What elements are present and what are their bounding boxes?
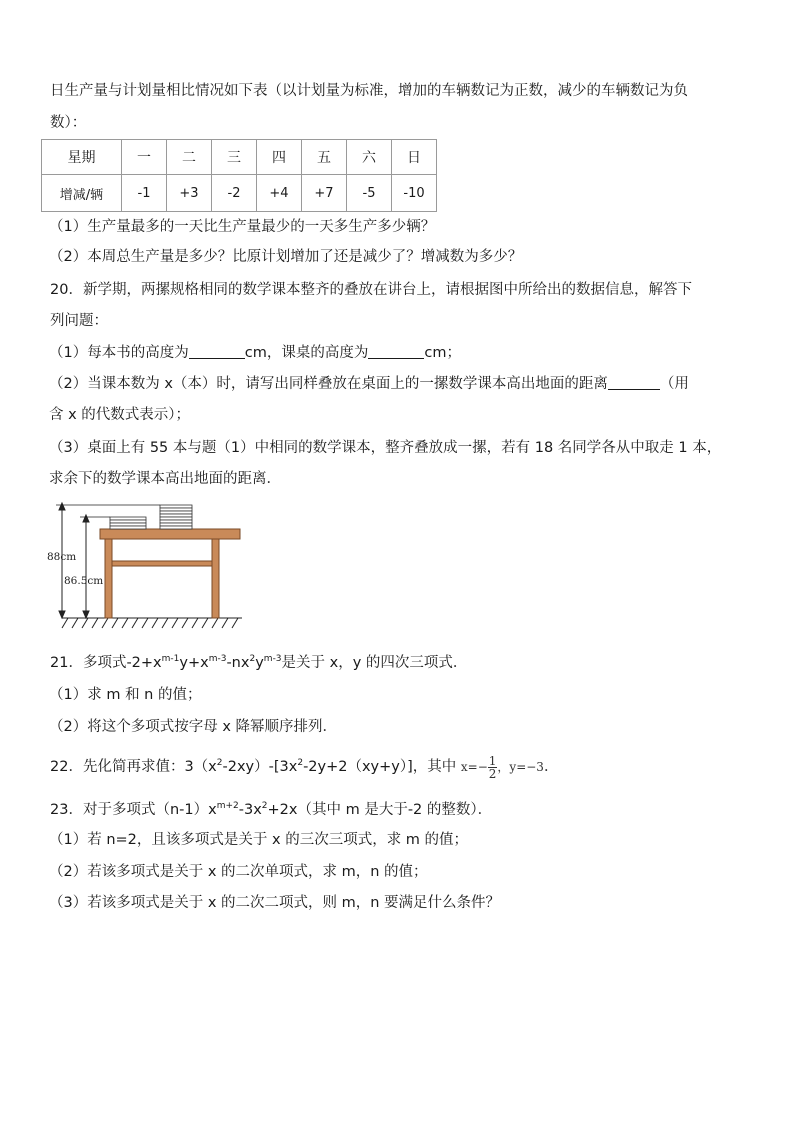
q23-text: -3x: [238, 802, 262, 818]
book-stack-left: [110, 517, 146, 529]
table-day: 三: [212, 140, 257, 175]
table-header-label: 星期: [42, 140, 122, 175]
q19-part-1: （1）生产量最多的一天比生产量最少的一天多生产多少辆？: [49, 219, 436, 235]
table-day: 五: [302, 140, 347, 175]
q20-part-1-text-c: cm；: [424, 345, 461, 361]
table-value: -5: [347, 175, 392, 212]
x-value-prefix: x=−: [460, 760, 488, 774]
exponent: 2: [249, 654, 256, 664]
q21-stem: [50, 648, 467, 674]
q23-text: 23．对于多项式（n-1）x: [50, 802, 217, 818]
q20-stem-line-2: 列问题：: [50, 313, 108, 329]
table-value: -2: [212, 175, 257, 212]
q22-text: -2y+2（xy+y）]，其中: [303, 759, 461, 775]
table-value: -10: [392, 175, 437, 212]
q21-text: y+x: [179, 655, 209, 671]
table-day: 一: [122, 140, 167, 175]
q20-part-2-text-b: （用: [659, 376, 689, 392]
book-stack-right: [160, 505, 192, 529]
table-value: +7: [302, 175, 347, 212]
exponent: 2: [216, 758, 223, 768]
exponent: m+2: [216, 801, 239, 811]
q23-stem: [50, 795, 492, 821]
intro-line-1: 日生产量与计划量相比情况如下表（以计划量为标准，增加的车辆数记为正数，减少的车辆数记为负: [50, 83, 688, 99]
table-day: 二: [167, 140, 212, 175]
q20-part-1-text-a: （1）每本书的高度为: [49, 345, 189, 361]
label-86-5cm: 86.5cm: [64, 575, 104, 587]
table-row-label: 增减/辆: [42, 175, 122, 212]
q21-text: 是关于 x，y 的四次三项式．: [281, 655, 468, 671]
intro-line-2: 数）：: [50, 115, 87, 131]
fraction-one-half: [488, 755, 498, 780]
answer-blank: [608, 375, 660, 390]
q23-part-2: （2）若该多项式是关于 x 的二次单项式，求 m，n 的值；: [49, 864, 428, 880]
table-day: 四: [257, 140, 302, 175]
q19-part-2: （2）本周总生产量是多少？比原计划增加了还是减少了？增减数为多少？: [49, 249, 523, 265]
desk-books-figure: [40, 494, 250, 636]
q20-stem-line-1: 20．新学期，两摞规格相同的数学课本整齐的叠放在讲台上，请根据图中所给出的数据信息，解答下: [50, 282, 692, 298]
label-88cm: 88cm: [47, 551, 77, 563]
q20-part-2: [49, 373, 689, 395]
table-row: [42, 140, 437, 175]
desk: [100, 529, 240, 618]
table-row: [42, 175, 437, 212]
q21-part-2: （2）将这个多项式按字母 x 降幂顺序排列．: [49, 719, 338, 735]
exponent: m-1: [161, 654, 180, 664]
fraction-denominator: 2: [488, 766, 497, 781]
q20-part-2-cont: 含 x 的代数式表示）；: [49, 407, 191, 423]
q20-part-3: （3）桌面上有 55 本与题（1）中相同的数学课本，整齐叠放成一摞，若有 18 名同学各从中取走 1 本，: [49, 440, 722, 456]
q20-part-2-text-a: （2）当课本数为 x（本）时，请写出同样叠放在桌面上的一摞数学课本高出地面的距离: [49, 376, 608, 392]
q21-part-1: （1）求 m 和 n 的值；: [49, 687, 202, 703]
q22-text: -2xy）-[3x: [222, 759, 298, 775]
q22-stem: [50, 752, 558, 780]
production-table: [41, 139, 437, 212]
q22-text: ．: [543, 759, 559, 775]
answer-blank: [368, 344, 424, 359]
table-value: -1: [122, 175, 167, 212]
q23-part-3: （3）若该多项式是关于 x 的二次二项式，则 m，n 要满足什么条件？: [49, 895, 501, 911]
exponent: m-3: [208, 654, 227, 664]
table-value: +4: [257, 175, 302, 212]
fraction-numerator: 1: [488, 753, 497, 768]
q23-text: +2x（其中 m 是大于-2 的整数）．: [267, 802, 493, 818]
q23-part-1: （1）若 n=2，且该多项式是关于 x 的三次三项式，求 m 的值；: [49, 832, 469, 848]
answer-blank: [189, 344, 245, 359]
exponent: 2: [261, 801, 268, 811]
table-day: 六: [347, 140, 392, 175]
table-day: 日: [392, 140, 437, 175]
q21-text: 21．多项式-2+x: [50, 655, 162, 671]
y-value: ，y=−3: [497, 760, 544, 774]
q20-part-3-cont: 求余下的数学课本高出地面的距离．: [49, 471, 281, 487]
q21-text: -nx: [226, 655, 250, 671]
ground-hatching: [62, 618, 242, 628]
q20-part-1-text-b: cm，课桌的高度为: [244, 345, 369, 361]
exponent: m-3: [263, 654, 282, 664]
q22-text: 22．先化简再求值：3（x: [50, 759, 217, 775]
q20-part-1: [49, 342, 461, 364]
table-value: +3: [167, 175, 212, 212]
exponent: 2: [297, 758, 304, 768]
q21-text: y: [255, 655, 264, 671]
